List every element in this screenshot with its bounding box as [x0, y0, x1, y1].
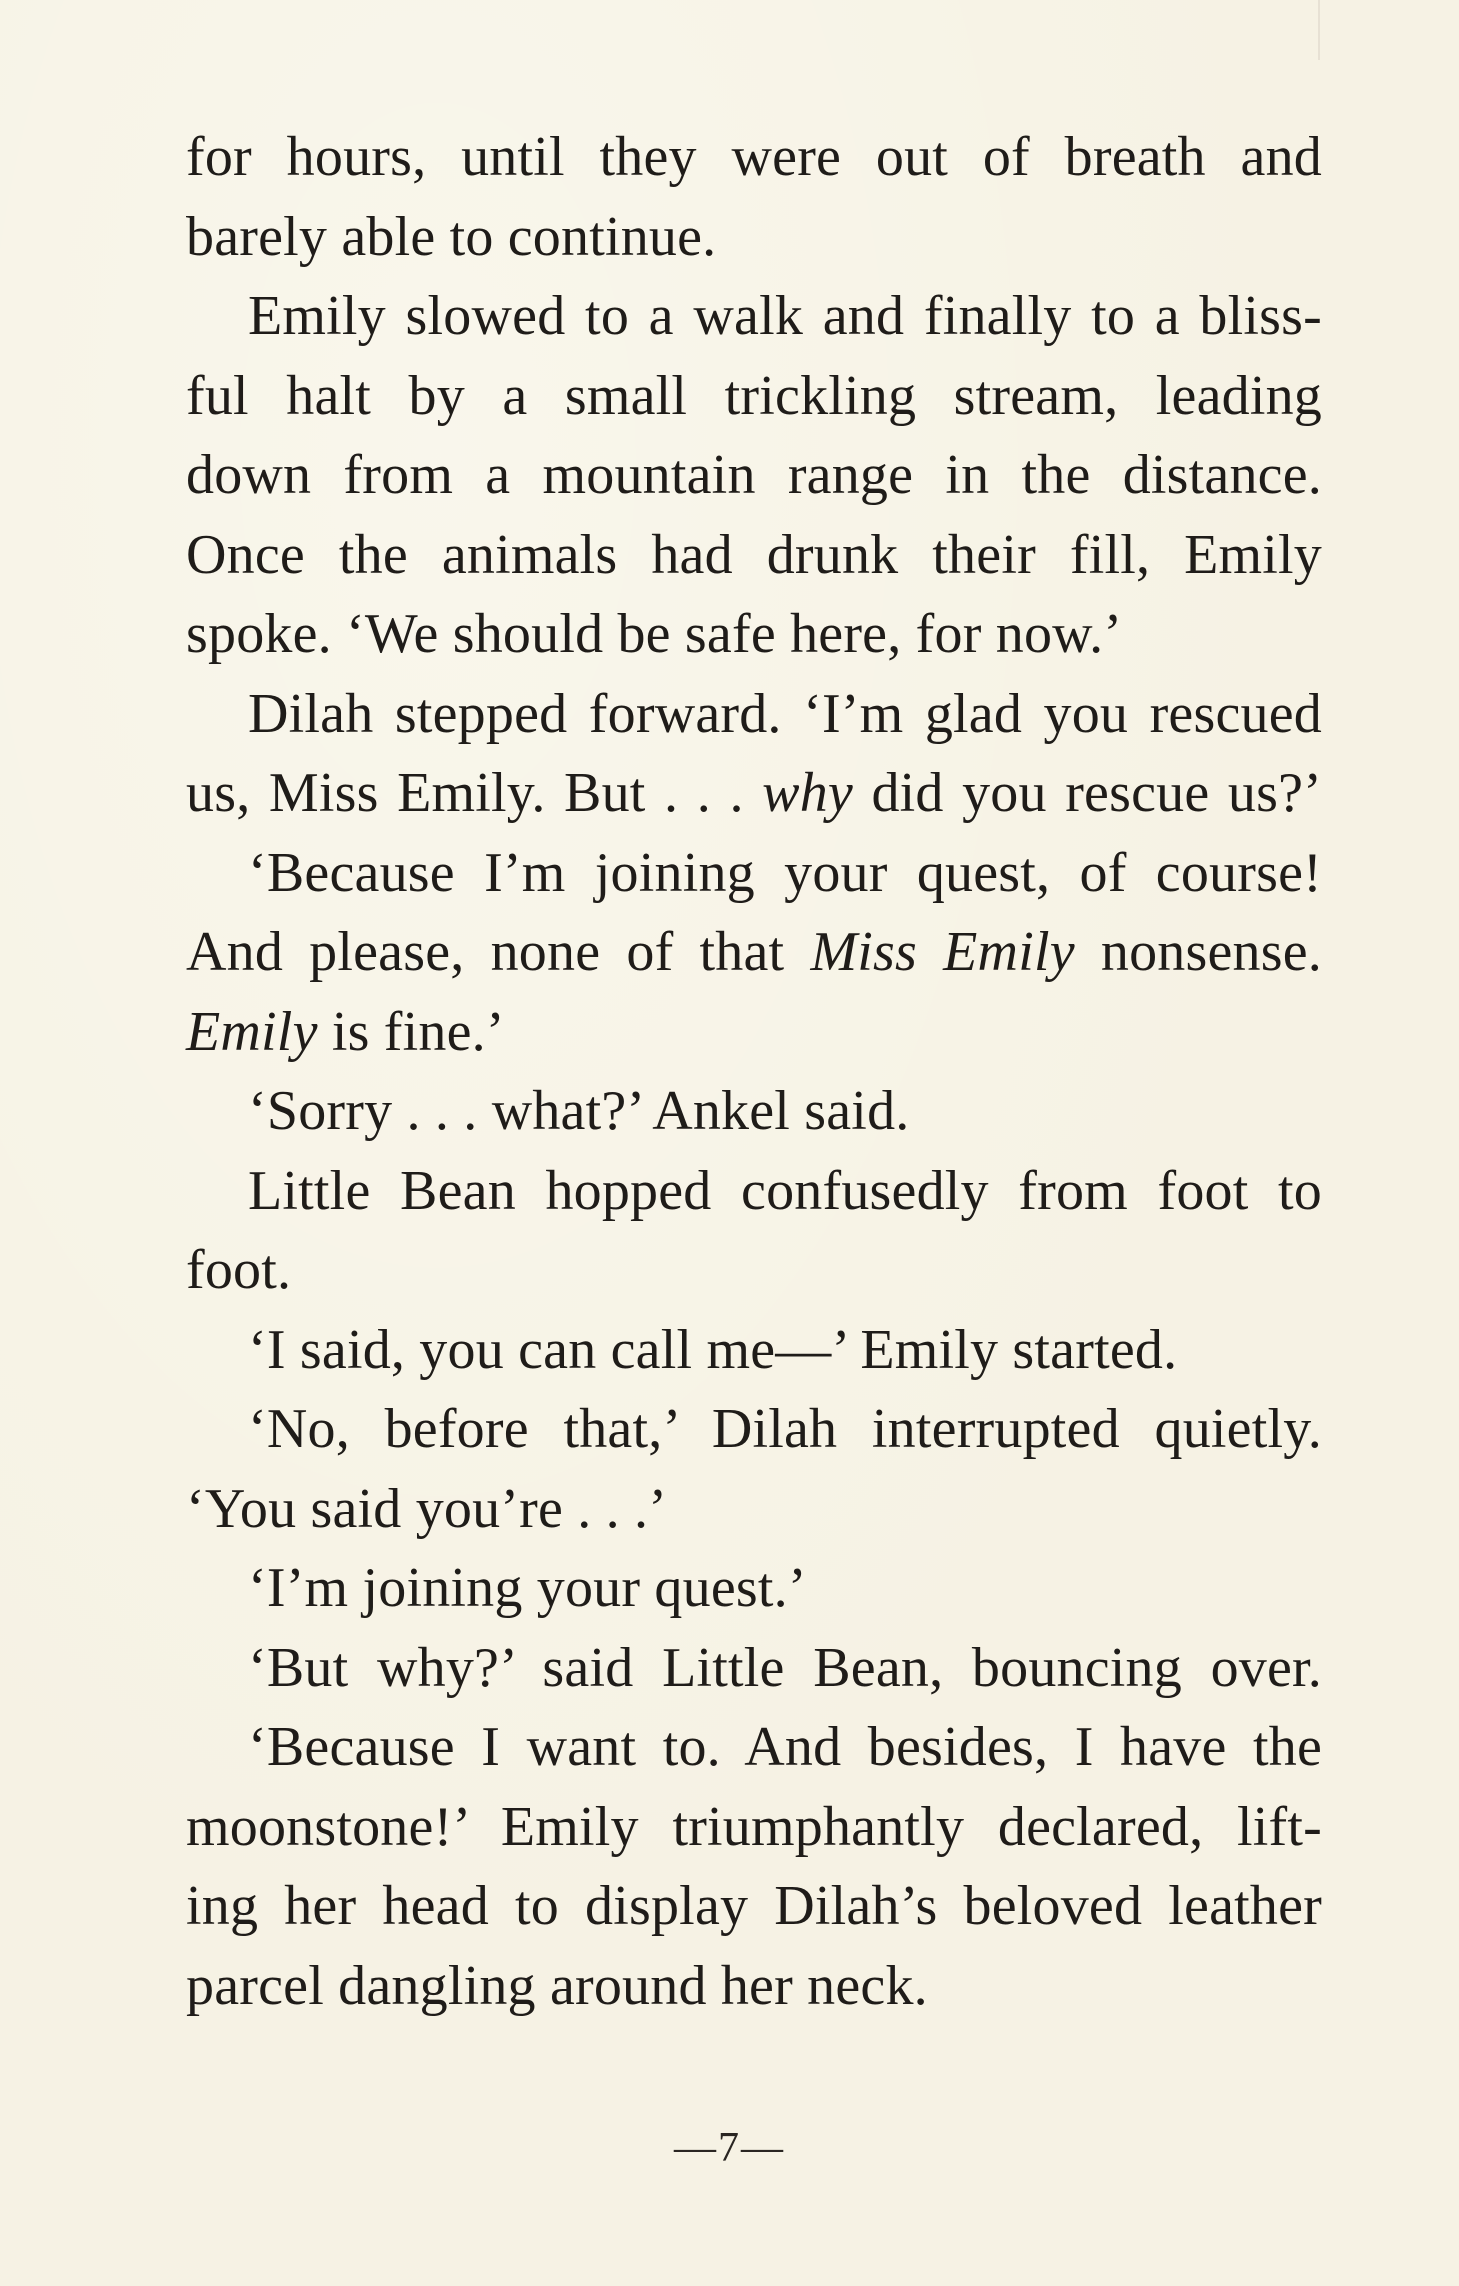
page-number: —7— [674, 2125, 785, 2171]
text-line: Once the animals had drunk their fill, Emily [186, 523, 1322, 586]
text-line: foot. [186, 1239, 292, 1301]
text-line: Emily is fine.’ [186, 1000, 505, 1063]
text-line: Dilah stepped forward. ‘I’m glad you rescued [248, 682, 1322, 745]
italic-emphasis: Miss Emily [810, 921, 1075, 983]
text-line: barely able to continue. [186, 205, 717, 268]
text-line: ‘Because I want to. And besides, I have the [248, 1716, 1322, 1778]
text-line: ing her head to display Dilah’s beloved leather [186, 1875, 1322, 1937]
text-line: ‘Sorry . . . what?’ Ankel said. [248, 1080, 910, 1142]
text-line: parcel dangling around her neck. [186, 1954, 928, 2017]
text-line: Little Bean hopped confusedly from foot to [248, 1159, 1322, 1222]
text-line: moonstone!’ Emily triumphantly declared, lift- [186, 1795, 1322, 1858]
text-line: us, Miss Emily. But . . . why did you rescue us?’ [186, 762, 1322, 824]
text-line: Emily slowed to a walk and finally to a bliss- [248, 285, 1322, 347]
text-line: spoke. ‘We should be safe here, for now.’ [186, 603, 1123, 665]
text-line: ‘I said, you can call me—’ Emily started. [248, 1318, 1178, 1381]
italic-emphasis: Emily [186, 1000, 318, 1063]
text-line: ful halt by a small trickling stream, leading [186, 364, 1322, 427]
text-line: ‘But why?’ said Little Bean, bouncing over. [248, 1636, 1322, 1699]
text-line: down from a mountain range in the distance. [186, 444, 1322, 506]
text-line: for hours, until they were out of breath and [186, 126, 1322, 188]
italic-emphasis: why [762, 762, 853, 824]
page-shadow-line [1318, 0, 1320, 60]
text-line: ‘No, before that,’ Dilah interrupted quietly. [248, 1398, 1322, 1460]
body-text [186, 118, 1322, 2026]
text-line: ‘Because I’m joining your quest, of course! [248, 841, 1322, 904]
text-line: ‘I’m joining your quest.’ [248, 1557, 807, 1619]
text-line: And please, none of that Miss Emily nonsense. [186, 921, 1322, 983]
text-line: ‘You said you’re . . .’ [186, 1477, 668, 1540]
